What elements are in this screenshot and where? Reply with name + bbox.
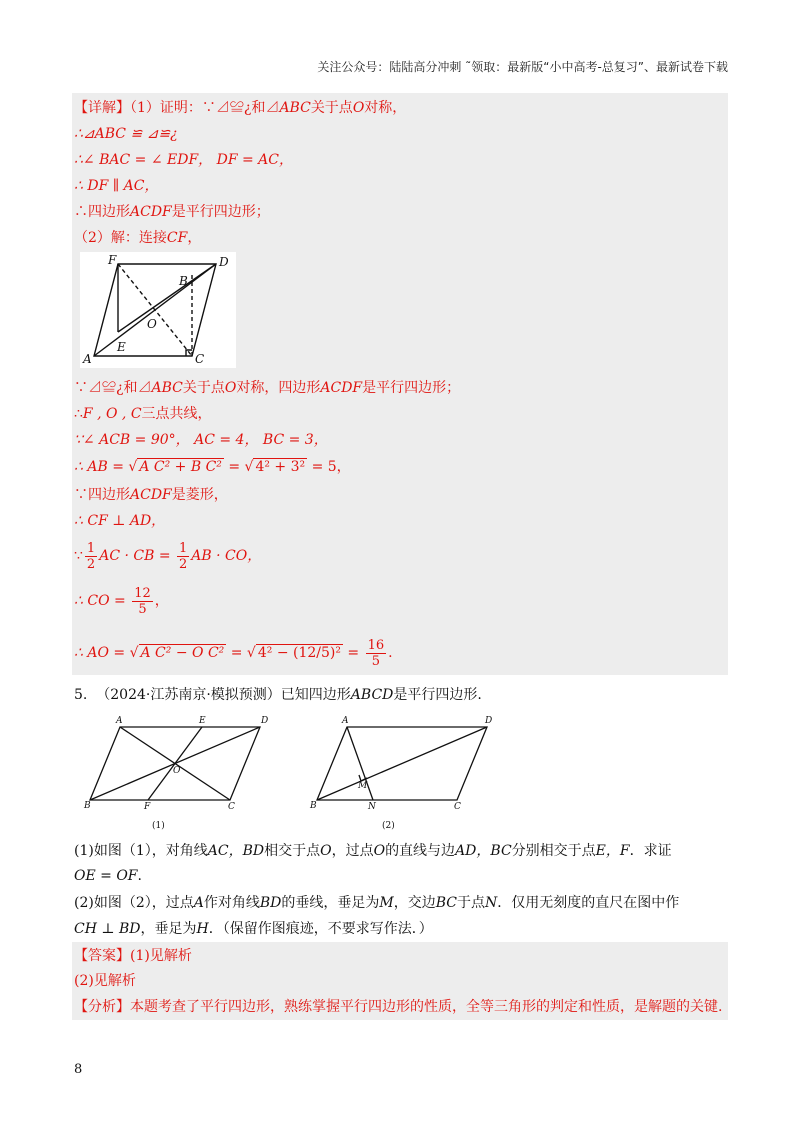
solution-line-5: ∴四边形ACDF是平行四边形；	[74, 204, 270, 220]
figure-caption-1: (1)	[152, 821, 165, 831]
analysis-line: 【分析】本题考查了平行四边形，熟练掌握平行四边形的性质，全等三角形的判定和性质，是解题的关键.	[74, 999, 723, 1015]
page-number: 8	[74, 1062, 83, 1077]
fig1-label-F: F	[144, 802, 151, 812]
figure-label-D: D	[219, 255, 229, 269]
question-5-part-2: (2)如图（2），过点A作对角线BD的垂线，垂足为M，交边BC于点N．仅用无刻度的直尺在图中作	[74, 895, 680, 911]
fig2-label-C: C	[454, 802, 461, 812]
solution-line-11: ∵四边形ACDF是菱形，	[74, 487, 228, 503]
solution-line-15: ∴ AO = √ A C² − O C² = √ 4² − (12/5)² = $\frac{16}{5}$ .	[74, 637, 393, 669]
solution-line-9: ∵∠ ACB = 90°， AC = 4， BC = 3，	[74, 432, 328, 448]
fig1-label-B: B	[84, 801, 91, 811]
fig1-label-C: C	[228, 802, 235, 812]
solution-line-8: ∴F , O , C三点共线，	[74, 406, 212, 422]
solution-line-10: ∴ AB = √ A C² + B C² = √ 4² + 3² = 5，	[74, 459, 351, 475]
question-5-part-1: (1)如图（1），对角线AC，BD相交于点O，过点O的直线与边AD，BC分别相交于点E，F．求证	[74, 843, 672, 859]
solution-line-3: ∴∠ BAC = ∠ EDF， DF = AC，	[74, 152, 294, 168]
solution-line-4: ∴ DF ∥ AC，	[74, 178, 159, 194]
solution-line-12: ∴ CF ⊥ AD，	[74, 513, 166, 529]
question-5-figures	[80, 712, 510, 838]
figure-label-O: O	[147, 317, 157, 331]
fig2-label-D: D	[485, 716, 493, 726]
fig1-label-O: O	[173, 766, 181, 776]
question-5-title: 5. （2024·江苏南京·模拟预测）已知四边形ABCD是平行四边形.	[74, 687, 482, 703]
figure-label-F: F	[108, 253, 117, 267]
fig2-label-B: B	[310, 801, 317, 811]
solution-line-14: ∴ CO = $\frac{12}{5}$ ，	[74, 585, 169, 617]
solution-line-13: ∵ $\frac{1}{2}$ AC · CB = $\frac{1}{2}$ AB · CO，	[74, 540, 262, 572]
question-5-part-2-cont: CH ⊥ BD，垂足为H．（保留作图痕迹，不要求写作法．）	[74, 921, 433, 937]
solution-line-6: （2）解：连接CF，	[74, 230, 202, 246]
figure-label-E: E	[117, 340, 126, 354]
answer-line-2: (2)见解析	[74, 973, 136, 989]
solution-line-7: ∵⊿≌¿和⊿ABC关于点O对称，四边形ACDF是平行四边形；	[74, 380, 461, 396]
solution-line-1: 【详解】（1）证明：∵⊿≌¿和⊿ABC关于点O对称，	[74, 100, 407, 116]
page-header: 关注公众号：陆陆高分冲刺 ˜领取：最新版“小中高考-总复习”、最新试卷下载	[317, 60, 728, 74]
fig2-label-A: A	[342, 716, 349, 726]
figure-label-C: C	[195, 352, 205, 366]
fig2-label-N: N	[368, 802, 376, 812]
figure-label-B: B	[179, 274, 188, 288]
question-5-part-1-cont: OE = OF.	[74, 868, 142, 884]
fig1-label-A: A	[116, 716, 123, 726]
figure-caption-2: (2)	[382, 821, 395, 831]
fig2-label-M: M	[358, 781, 368, 791]
fig1-label-D: D	[261, 716, 269, 726]
figure-label-A: A	[83, 352, 92, 366]
fig1-label-E: E	[199, 716, 206, 726]
solution-line-2: ∴⊿ABC ≌ ⊿≌¿	[74, 126, 178, 142]
solution-figure	[80, 252, 236, 368]
answer-line-1: 【答案】(1)见解析	[74, 948, 192, 964]
